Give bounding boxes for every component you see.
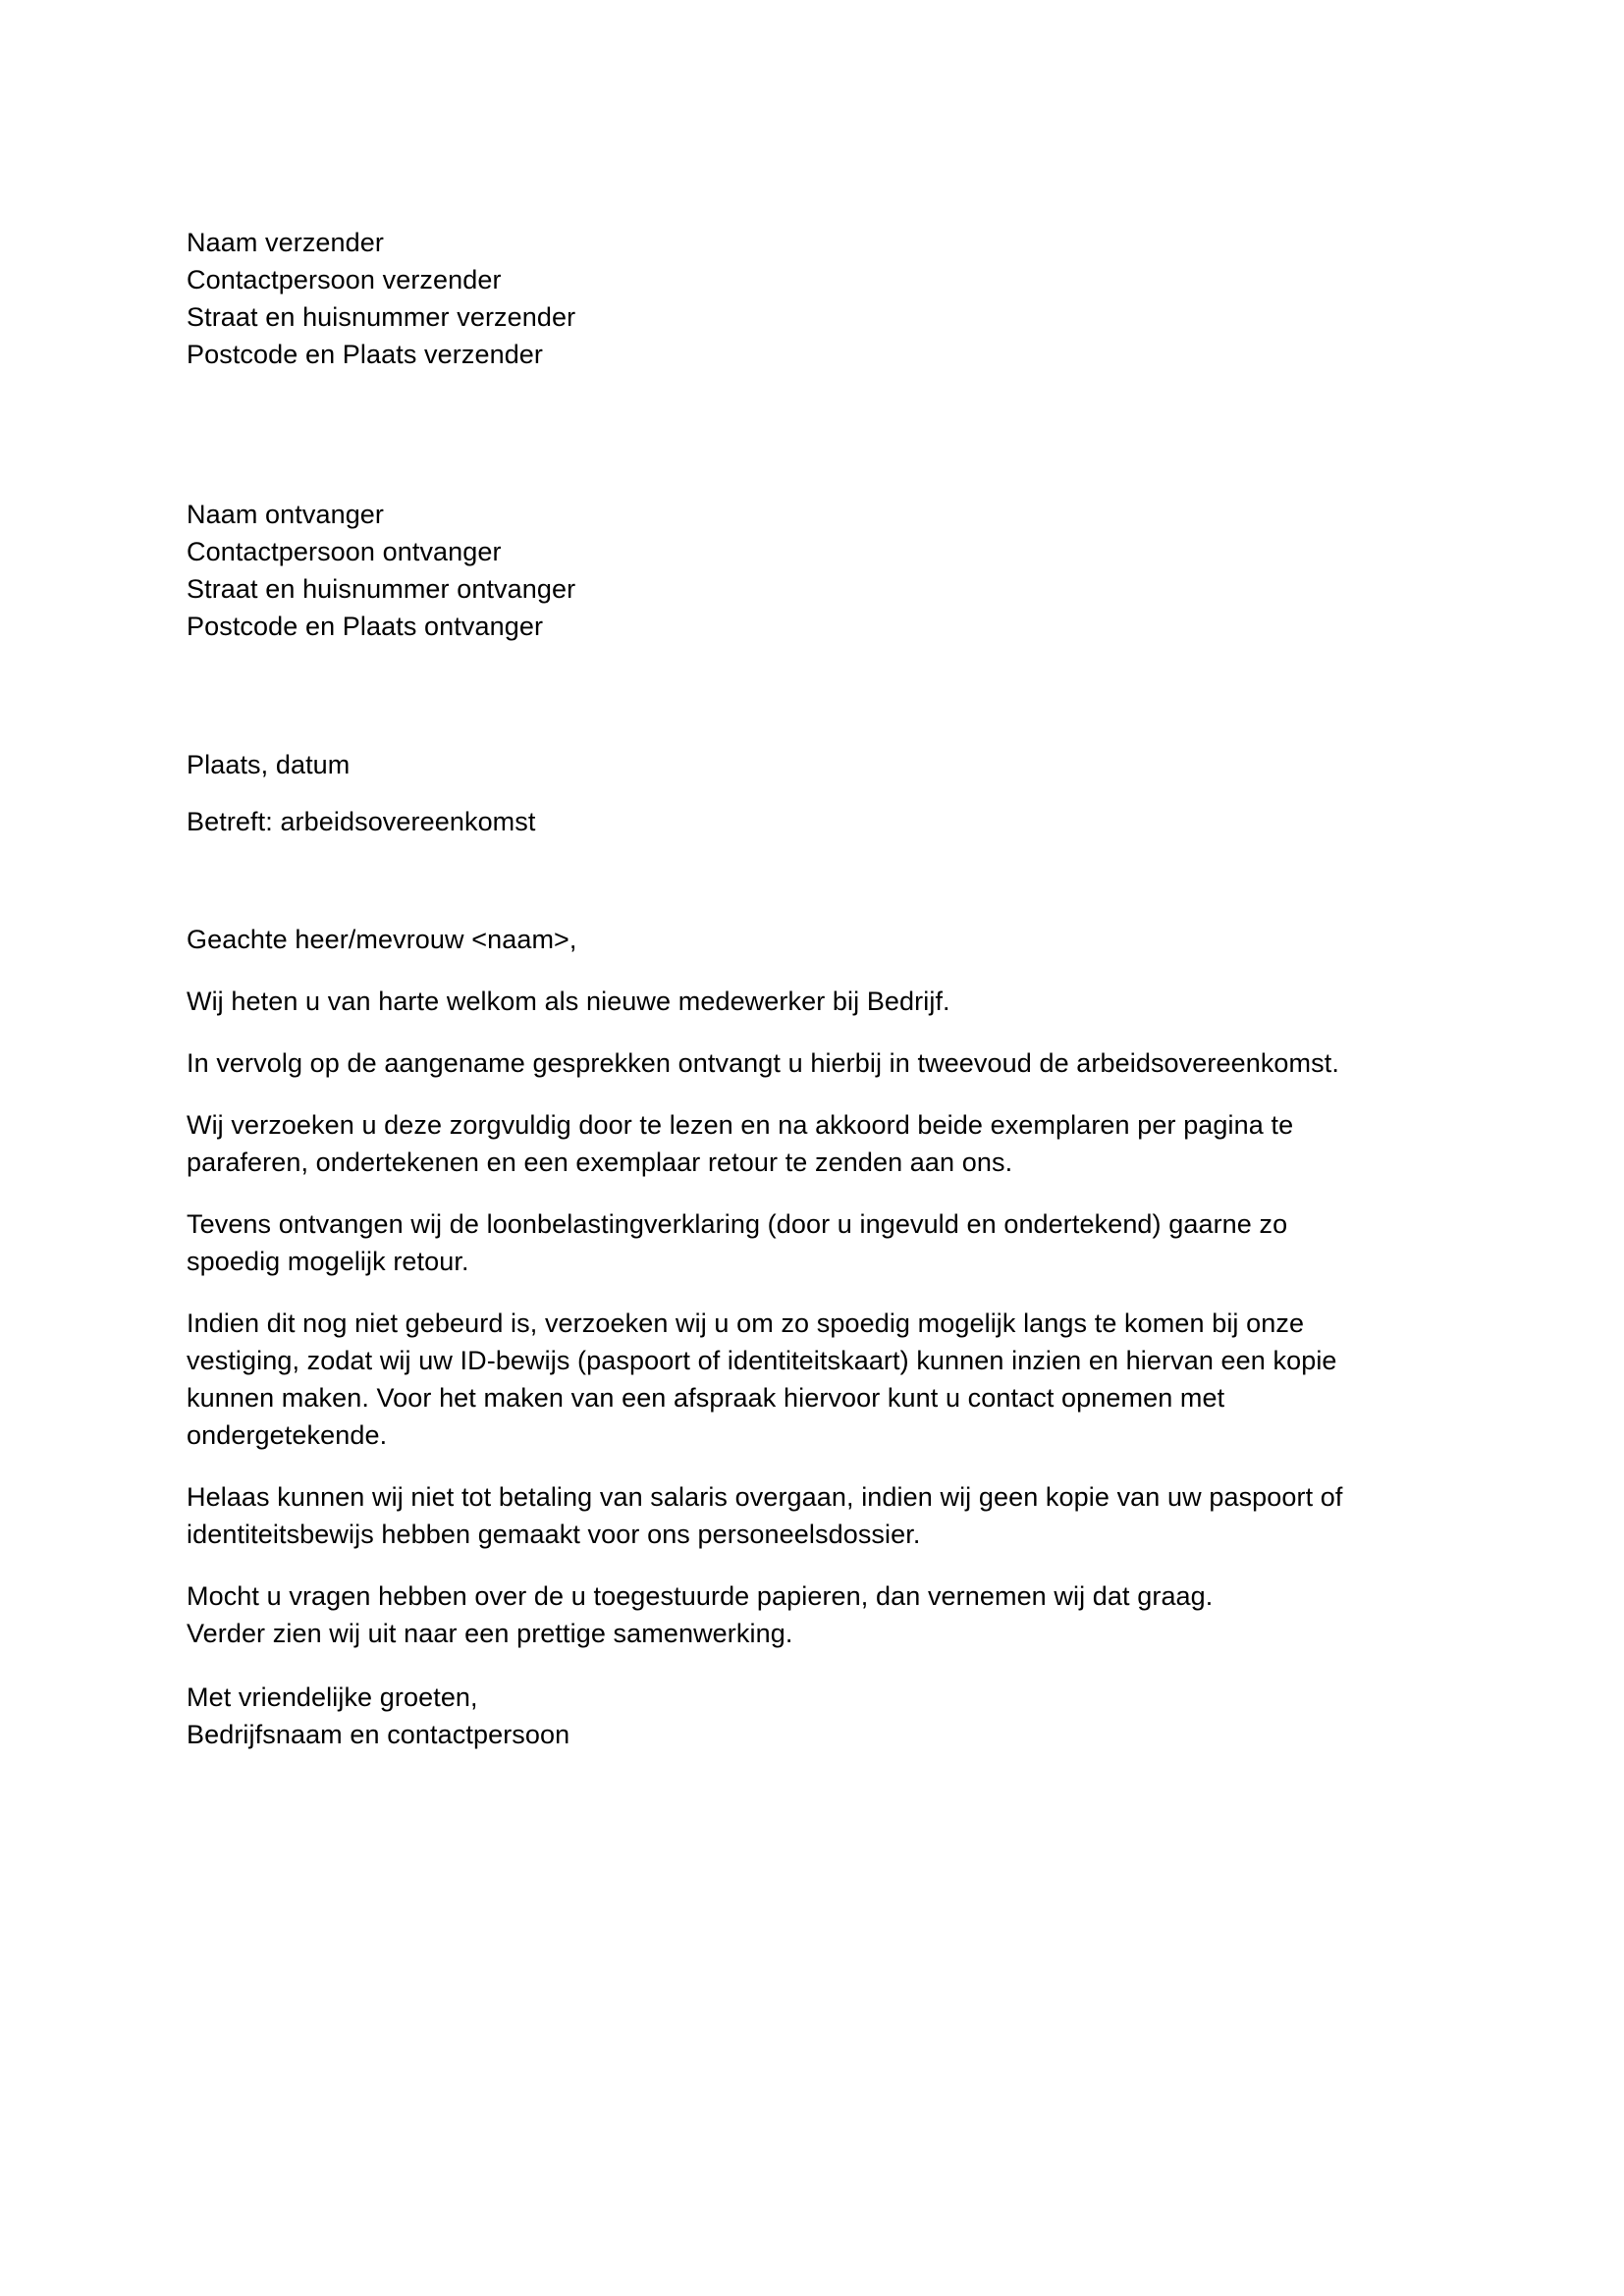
spacer bbox=[187, 958, 1392, 983]
paragraph-line: Helaas kunnen wij niet tot betaling van salaris overgaan, indien wij geen kopie van uw paspoort of bbox=[187, 1482, 1343, 1512]
paragraph-tax-declaration bbox=[187, 1205, 1392, 1280]
spacer bbox=[187, 1181, 1392, 1205]
paragraph-line: Verder zien wij uit naar een prettige samenwerking. bbox=[187, 1619, 793, 1648]
greeting-text: Geachte heer/mevrouw <naam>, bbox=[187, 925, 577, 954]
subject-line bbox=[187, 803, 1392, 840]
paragraph-id-verification bbox=[187, 1305, 1392, 1454]
recipient-address-block bbox=[187, 496, 1392, 645]
sender-address-block bbox=[187, 224, 1392, 373]
paragraph-line: ondergetekende. bbox=[187, 1420, 388, 1450]
paragraph-contract-enclosed bbox=[187, 1044, 1392, 1082]
greeting-line bbox=[187, 921, 1392, 958]
paragraph-line: vestiging, zodat wij uw ID-bewijs (paspoort of identiteitskaart) kunnen inzien en hiervan een kopie bbox=[187, 1346, 1337, 1375]
paragraph-salary-condition bbox=[187, 1478, 1392, 1553]
paragraph-read-and-sign bbox=[187, 1106, 1392, 1181]
subject-text: Betreft: arbeidsovereenkomst bbox=[187, 807, 536, 836]
sender-street-address: Straat en huisnummer verzender bbox=[187, 302, 576, 332]
recipient-contact-person: Contactpersoon ontvanger bbox=[187, 537, 502, 566]
closing-block bbox=[187, 1679, 1392, 1753]
letter-body bbox=[187, 224, 1392, 1753]
closing-salutation: Met vriendelijke groeten, bbox=[187, 1682, 478, 1712]
paragraph-line: kunnen maken. Voor het maken van een afspraak hiervoor kunt u contact opnemen met bbox=[187, 1383, 1225, 1413]
paragraph-line: identiteitsbewijs hebben gemaakt voor ons personeelsdossier. bbox=[187, 1520, 921, 1549]
spacer bbox=[187, 1082, 1392, 1106]
spacer bbox=[187, 1020, 1392, 1044]
spacer bbox=[187, 373, 1392, 496]
recipient-postcode-city: Postcode en Plaats ontvanger bbox=[187, 612, 544, 641]
paragraph-questions-and-cooperation bbox=[187, 1577, 1392, 1652]
spacer bbox=[187, 1280, 1392, 1305]
closing-signature: Bedrijfsnaam en contactpersoon bbox=[187, 1720, 570, 1749]
place-date-line bbox=[187, 746, 1392, 783]
recipient-street-address: Straat en huisnummer ontvanger bbox=[187, 574, 576, 604]
spacer bbox=[187, 783, 1392, 803]
paragraph-line: Tevens ontvangen wij de loonbelastingverklaring (door u ingevuld en ondertekend) gaarne zo bbox=[187, 1209, 1288, 1239]
paragraph-line: Indien dit nog niet gebeurd is, verzoeken wij u om zo spoedig mogelijk langs te komen bij onze bbox=[187, 1308, 1305, 1338]
paragraph-line: Wij verzoeken u deze zorgvuldig door te lezen en na akkoord beide exemplaren per pagina te bbox=[187, 1110, 1294, 1140]
paragraph-line: spoedig mogelijk retour. bbox=[187, 1247, 469, 1276]
sender-postcode-city: Postcode en Plaats verzender bbox=[187, 340, 544, 369]
paragraph-line: paraferen, ondertekenen en een exemplaar retour te zenden aan ons. bbox=[187, 1148, 1013, 1177]
recipient-name: Naam ontvanger bbox=[187, 500, 385, 529]
spacer bbox=[187, 1553, 1392, 1577]
paragraph-line: In vervolg op de aangename gesprekken ontvangt u hierbij in tweevoud de arbeidsovereenkomst. bbox=[187, 1048, 1339, 1078]
paragraph-line: Mocht u vragen hebben over de u toegestuurde papieren, dan vernemen wij dat graag. bbox=[187, 1581, 1214, 1611]
spacer bbox=[187, 1454, 1392, 1478]
spacer bbox=[187, 645, 1392, 746]
place-date-text: Plaats, datum bbox=[187, 750, 351, 779]
sender-contact-person: Contactpersoon verzender bbox=[187, 265, 502, 294]
spacer bbox=[187, 1652, 1392, 1679]
sender-name: Naam verzender bbox=[187, 228, 384, 257]
paragraph-welcome bbox=[187, 983, 1392, 1020]
paragraph-line: Wij heten u van harte welkom als nieuwe medewerker bij Bedrijf. bbox=[187, 987, 950, 1016]
spacer bbox=[187, 840, 1392, 921]
